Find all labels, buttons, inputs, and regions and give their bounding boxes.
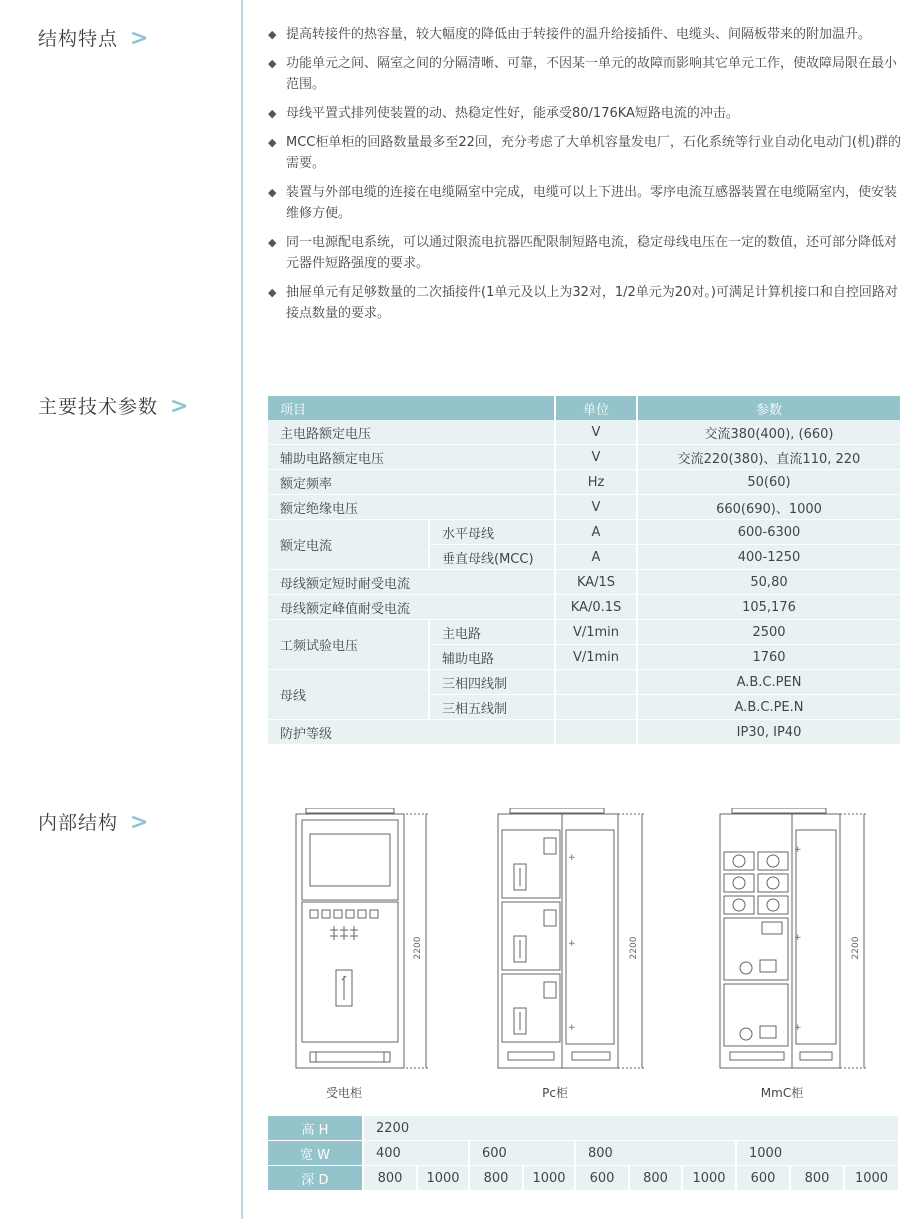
diamond-bullet-icon: ◆: [268, 136, 277, 149]
svg-text:+: +: [568, 853, 576, 863]
header-value: 参数: [638, 396, 900, 420]
diamond-bullet-icon: ◆: [268, 57, 277, 70]
list-item: ◆ MCC柜单柜的回路数量最多至22回，充分考虑了大单机容量发电厂，石化系统等行业自动化电动门(机)群的需要。: [268, 132, 904, 174]
chevron-right-icon: >: [130, 810, 150, 835]
table-row: 辅助电路 V/1min 1760: [268, 645, 900, 670]
list-item: ◆ 装置与外部电缆的连接在电缆隔室中完成，电缆可以上下进出。零序电流互感器装置在电缆隔室内，使安装维修方便。: [268, 182, 904, 224]
diamond-bullet-icon: ◆: [268, 286, 277, 299]
table-header-row: [268, 396, 900, 420]
section-title-internal: [38, 808, 149, 835]
list-item: ◆ 母线平置式排列使装置的动、热稳定性好，能承受80/176KA短路电流的冲击。: [268, 103, 904, 124]
list-item: ◆ 抽屉单元有足够数量的二次插接件(1单元及以上为32对，1/2单元为20对。)可满足计算机接口和自控回路对接点数量的要求。: [268, 282, 904, 324]
section-title-text: 内部结构: [38, 812, 119, 834]
table-row: 宽 W 400 600 800 1000: [268, 1141, 900, 1166]
divider-line: [241, 0, 243, 1219]
table-row: 母线额定峰值耐受电流 KA/0.1S 105,176: [268, 595, 900, 620]
section-title-params: [38, 392, 189, 419]
svg-text:+: +: [794, 845, 802, 855]
cabinet-caption-pc: Pc柜: [542, 1086, 568, 1100]
table-row: 母线 三相四线制 A.B.C.PEN: [268, 670, 900, 695]
table-row: 三相五线制 A.B.C.PE.N: [268, 695, 900, 720]
svg-text:+: +: [568, 939, 576, 949]
header-unit: 单位: [556, 396, 638, 420]
section-title-text: 主要技术参数: [38, 396, 159, 418]
mmc-cabinet-drawing: [712, 808, 882, 1080]
pc-cabinet-drawing: [490, 808, 660, 1080]
header-item: 项目: [268, 396, 556, 420]
table-row: 额定频率 Hz 50(60): [268, 470, 900, 495]
param-table: [268, 396, 900, 745]
table-row: 高 H 2200: [268, 1116, 900, 1141]
svg-text:+: +: [568, 1023, 576, 1033]
table-row: 垂直母线(MCC) A 400-1250: [268, 545, 900, 570]
table-row: 防护等级 IP30, IP40: [268, 720, 900, 745]
diamond-bullet-icon: ◆: [268, 236, 277, 249]
diamond-bullet-icon: ◆: [268, 107, 277, 120]
diamond-bullet-icon: ◆: [268, 186, 277, 199]
svg-text:+: +: [794, 1023, 802, 1033]
list-item: ◆ 同一电源配电系统，可以通过限流电抗器匹配限制短路电流，稳定母线电压在一定的数值，还可部分降低对元器件短路强度的要求。: [268, 232, 904, 274]
section-title-text: 结构特点: [38, 28, 119, 50]
feature-list: [268, 24, 904, 332]
cabinet-caption-incoming: 受电柜: [325, 1086, 362, 1100]
chevron-right-icon: >: [130, 26, 150, 51]
cabinet-caption-mmc: MmC柜: [760, 1086, 804, 1100]
list-item: ◆ 提高转接件的热容量，较大幅度的降低由于转接件的温升给接插件、电缆头、间隔板带来的附加温升。: [268, 24, 904, 45]
table-row: 母线额定短时耐受电流 KA/1S 50,80: [268, 570, 900, 595]
height-dimension: 2200: [851, 936, 861, 960]
table-row: 深 D 800 1000 800 1000 600 800 1000 600 800 1000: [268, 1166, 900, 1191]
table-row: 额定绝缘电压 V 660(690)、1000: [268, 495, 900, 520]
chevron-right-icon: >: [170, 394, 190, 419]
height-dimension: 2200: [413, 936, 423, 960]
height-dimension: 2200: [629, 936, 639, 960]
section-title-features: [38, 24, 149, 51]
table-row: 工频试验电压 主电路 V/1min 2500: [268, 620, 900, 645]
diamond-bullet-icon: ◆: [268, 28, 277, 41]
table-row: 辅助电路额定电压 V 交流220(380)、直流110, 220: [268, 445, 900, 470]
svg-text:+: +: [794, 933, 802, 943]
incoming-cabinet-drawing: [286, 808, 446, 1080]
dimension-table: [268, 1116, 900, 1191]
table-row: 额定电流 水平母线 A 600-6300: [268, 520, 900, 545]
list-item: ◆ 功能单元之间、隔室之间的分隔清晰、可靠，不因某一单元的故障而影响其它单元工作，使故障局限在最小范围。: [268, 53, 904, 95]
table-row: 主电路额定电压 V 交流380(400), (660): [268, 420, 900, 445]
